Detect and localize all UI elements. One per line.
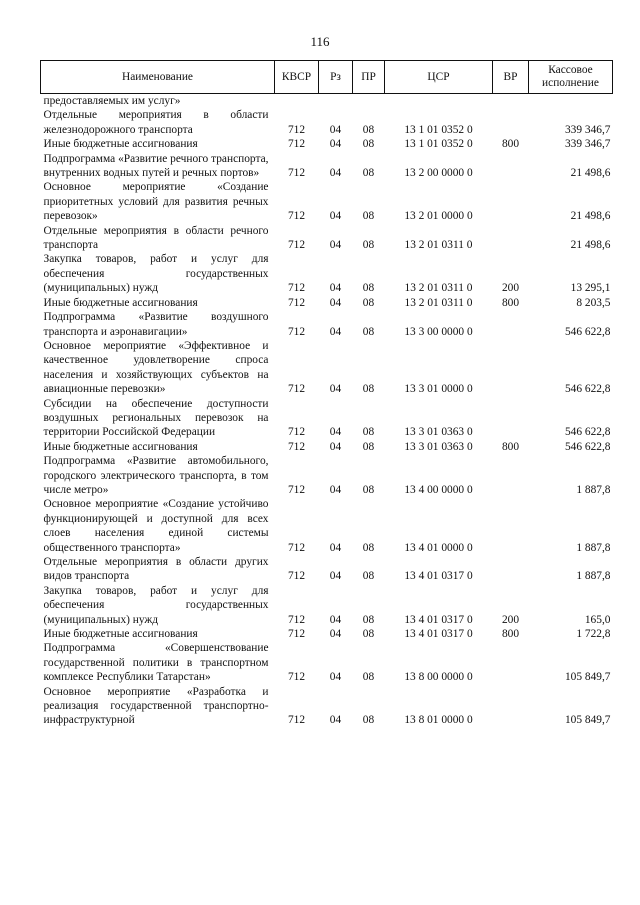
header-kvsr: КВСР xyxy=(275,61,319,94)
cell-pr: 08 xyxy=(362,239,375,252)
cell-vr: 200 xyxy=(501,282,520,295)
cell-vr xyxy=(493,94,529,109)
cell-pr: 08 xyxy=(362,167,375,180)
cell-kvsr: 712 xyxy=(287,282,306,295)
cell-rz: 04 xyxy=(329,483,342,496)
cell-rz: 04 xyxy=(329,239,342,252)
cell-pr: 08 xyxy=(362,570,375,583)
cell-csr: 13 4 01 0317 0 xyxy=(404,628,473,641)
cell-vr xyxy=(493,224,529,253)
header-amount: Кассовое исполнение xyxy=(529,61,613,94)
cell-kvsr: 712 xyxy=(287,123,306,136)
table-row xyxy=(41,497,613,555)
table-row xyxy=(41,252,613,295)
cell-csr: 13 3 01 0000 0 xyxy=(404,383,473,396)
cell-kvsr: 712 xyxy=(287,138,306,151)
table-row xyxy=(41,339,613,397)
cell-csr: 13 4 01 0317 0 xyxy=(404,570,473,583)
cell-rz xyxy=(319,94,353,109)
cell-name: Подпрограмма «Развитие речного транспорта, внутренних водных путей и речных портов» xyxy=(43,152,269,180)
cell-vr: 800 xyxy=(501,296,520,309)
cell-name: Закупка товаров, работ и услуг для обеспечения государственных (муниципальных) нужд xyxy=(43,253,269,295)
cell-name: Отдельные мероприятия в области других видов транспорта xyxy=(43,556,269,583)
cell-name: Иные бюджетные ассигнования xyxy=(43,440,198,453)
cell-name: Основное мероприятие «Создание устойчиво функционирующей и доступной для всех слоев населения единой системы общественного транспорта» xyxy=(43,498,269,554)
cell-rz: 04 xyxy=(329,714,342,727)
cell-pr: 08 xyxy=(362,671,375,684)
cell-kvsr xyxy=(275,94,319,109)
cell-amount: 105 849,7 xyxy=(564,671,611,684)
cell-pr: 08 xyxy=(362,426,375,439)
cell-amount: 105 849,7 xyxy=(564,714,611,727)
cell-name: Иные бюджетные ассигнования xyxy=(43,138,198,151)
cell-vr: 800 xyxy=(501,628,520,641)
cell-pr: 08 xyxy=(362,440,375,453)
cell-name: Отдельные мероприятия в области железнодорожного транспорта xyxy=(43,109,269,136)
cell-rz: 04 xyxy=(329,167,342,180)
table-row xyxy=(41,180,613,223)
table-row xyxy=(41,685,613,728)
cell-amount: 546 622,8 xyxy=(564,440,611,453)
cell-pr xyxy=(353,94,385,109)
table-row xyxy=(41,108,613,137)
cell-amount: 21 498,6 xyxy=(570,239,611,252)
cell-vr xyxy=(493,454,529,497)
cell-vr xyxy=(493,685,529,728)
cell-pr: 08 xyxy=(362,282,375,295)
cell-amount: 21 498,6 xyxy=(570,210,611,223)
cell-amount: 339 346,7 xyxy=(564,123,611,136)
cell-amount: 21 498,6 xyxy=(570,167,611,180)
table-header-row xyxy=(41,61,613,94)
header-csr: ЦСР xyxy=(385,61,493,94)
cell-kvsr: 712 xyxy=(287,167,306,180)
page-number: 116 xyxy=(310,34,330,49)
cell-vr xyxy=(493,152,529,181)
table-row xyxy=(41,310,613,339)
cell-rz: 04 xyxy=(329,671,342,684)
table-row xyxy=(41,555,613,584)
cell-csr xyxy=(385,94,493,109)
cell-kvsr: 712 xyxy=(287,483,306,496)
cell-rz: 04 xyxy=(329,210,342,223)
cell-vr xyxy=(493,108,529,137)
cell-name: Основное мероприятие «Эффективное и качественное удовлетворение спроса населения и хозяйствующих субъектов на авиационные перевозки» xyxy=(43,339,269,396)
cell-name: Подпрограмма «Развитие воздушного транспорта и аэронавигации» xyxy=(43,311,269,338)
table-body xyxy=(41,94,613,728)
cell-pr: 08 xyxy=(362,483,375,496)
header-pr: ПР xyxy=(353,61,385,94)
table-row xyxy=(41,152,613,181)
cell-amount: 339 346,7 xyxy=(564,138,611,151)
cell-kvsr: 712 xyxy=(287,570,306,583)
cell-csr: 13 2 01 0000 0 xyxy=(404,210,473,223)
table-row xyxy=(41,440,613,454)
cell-csr: 13 3 00 0000 0 xyxy=(404,325,473,338)
cell-kvsr: 712 xyxy=(287,541,306,554)
cell-pr: 08 xyxy=(362,714,375,727)
cell-name: Иные бюджетные ассигнования xyxy=(43,628,198,641)
table-row xyxy=(41,584,613,627)
cell-pr: 08 xyxy=(362,210,375,223)
cell-kvsr: 712 xyxy=(287,296,306,309)
table-row xyxy=(41,641,613,684)
cell-pr: 08 xyxy=(362,628,375,641)
cell-pr: 08 xyxy=(362,613,375,626)
table-row xyxy=(41,627,613,641)
cell-amount: 546 622,8 xyxy=(564,325,611,338)
cell-csr: 13 4 01 0000 0 xyxy=(404,541,473,554)
cell-kvsr: 712 xyxy=(287,210,306,223)
cell-pr: 08 xyxy=(362,325,375,338)
cell-csr: 13 2 00 0000 0 xyxy=(404,167,473,180)
cell-kvsr: 712 xyxy=(287,325,306,338)
cell-pr: 08 xyxy=(362,383,375,396)
cell-vr xyxy=(493,310,529,339)
cell-kvsr: 712 xyxy=(287,426,306,439)
cell-csr: 13 2 01 0311 0 xyxy=(404,239,473,252)
cell-name: Основное мероприятие «Создание приоритетных условий для развития речных перевозок» xyxy=(43,181,269,223)
cell-amount xyxy=(529,94,613,109)
cell-amount: 1 722,8 xyxy=(576,628,611,641)
cell-csr: 13 1 01 0352 0 xyxy=(404,138,473,151)
cell-amount: 1 887,8 xyxy=(576,570,611,583)
cell-kvsr: 712 xyxy=(287,440,306,453)
cell-amount: 546 622,8 xyxy=(564,383,611,396)
cell-vr xyxy=(493,339,529,397)
cell-csr: 13 4 01 0317 0 xyxy=(404,613,473,626)
cell-rz: 04 xyxy=(329,541,342,554)
cell-rz: 04 xyxy=(329,296,342,309)
header-vr: ВР xyxy=(493,61,529,94)
cell-vr: 800 xyxy=(501,440,520,453)
cell-rz: 04 xyxy=(329,383,342,396)
cell-vr xyxy=(493,497,529,555)
cell-name: Закупка товаров, работ и услуг для обеспечения государственных (муниципальных) нужд xyxy=(43,584,269,626)
header-name: Наименование xyxy=(41,61,275,94)
cell-vr xyxy=(493,555,529,584)
cell-name: Подпрограмма «Совершенствование государственной политики в транспортном комплексе Республики Татарстан» xyxy=(43,642,269,684)
cell-amount: 13 295,1 xyxy=(570,282,611,295)
cell-rz: 04 xyxy=(329,613,342,626)
cell-rz: 04 xyxy=(329,325,342,338)
cell-vr xyxy=(493,397,529,440)
budget-table xyxy=(40,60,613,728)
cell-rz: 04 xyxy=(329,440,342,453)
cell-csr: 13 3 01 0363 0 xyxy=(404,440,473,453)
cell-name: Субсидии на обеспечение доступности воздушных региональных перевозок на территории Российской Федерации xyxy=(43,397,269,439)
table-row xyxy=(41,454,613,497)
cell-amount: 165,0 xyxy=(584,613,611,626)
header-rz: Рз xyxy=(319,61,353,94)
cell-csr: 13 8 00 0000 0 xyxy=(404,671,473,684)
table-row xyxy=(41,224,613,253)
table-row xyxy=(41,397,613,440)
cell-csr: 13 8 01 0000 0 xyxy=(404,714,473,727)
table-row xyxy=(41,137,613,151)
cell-name: Иные бюджетные ассигнования xyxy=(43,296,198,309)
cell-rz: 04 xyxy=(329,426,342,439)
cell-kvsr: 712 xyxy=(287,239,306,252)
cell-name: Отдельные мероприятия в области речного транспорта xyxy=(43,224,269,252)
cell-kvsr: 712 xyxy=(287,628,306,641)
cell-amount: 546 622,8 xyxy=(564,426,611,439)
cell-name: Основное мероприятие «Разработка и реализация государственной транспортно-инфраструктурной xyxy=(43,685,269,727)
cell-csr: 13 2 01 0311 0 xyxy=(404,282,473,295)
cell-pr: 08 xyxy=(362,296,375,309)
cell-csr: 13 3 01 0363 0 xyxy=(404,426,473,439)
cell-vr xyxy=(493,641,529,684)
cell-kvsr: 712 xyxy=(287,613,306,626)
cell-rz: 04 xyxy=(329,282,342,295)
cell-pr: 08 xyxy=(362,123,375,136)
cell-csr: 13 4 00 0000 0 xyxy=(404,483,473,496)
cell-csr: 13 2 01 0311 0 xyxy=(404,296,473,309)
cell-name: предоставляемых им услуг» xyxy=(43,95,181,107)
table-row xyxy=(41,94,613,109)
cell-csr: 13 1 01 0352 0 xyxy=(404,123,473,136)
cell-rz: 04 xyxy=(329,628,342,641)
cell-vr: 800 xyxy=(501,138,520,151)
cell-pr: 08 xyxy=(362,138,375,151)
cell-amount: 1 887,8 xyxy=(576,541,611,554)
cell-amount: 8 203,5 xyxy=(576,296,611,309)
cell-name: Подпрограмма «Развитие автомобильного, городского электрического транспорта, в том числе метро» xyxy=(43,455,269,496)
cell-kvsr: 712 xyxy=(287,671,306,684)
cell-rz: 04 xyxy=(329,123,342,136)
cell-rz: 04 xyxy=(329,570,342,583)
cell-kvsr: 712 xyxy=(287,383,306,396)
cell-kvsr: 712 xyxy=(287,714,306,727)
table-row xyxy=(41,296,613,310)
cell-rz: 04 xyxy=(329,138,342,151)
cell-vr: 200 xyxy=(501,613,520,626)
cell-amount: 1 887,8 xyxy=(576,483,611,496)
cell-pr: 08 xyxy=(362,541,375,554)
cell-vr xyxy=(493,180,529,223)
